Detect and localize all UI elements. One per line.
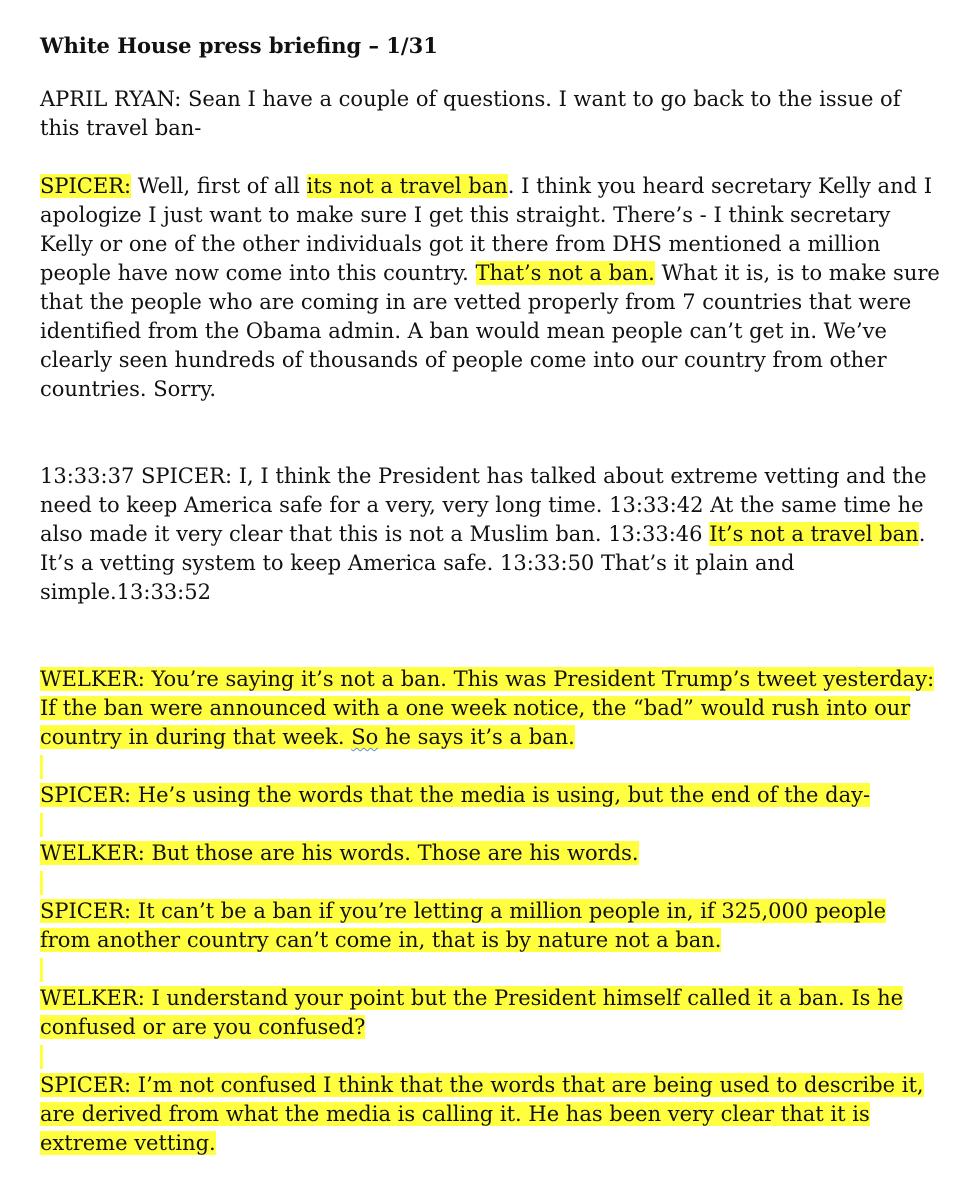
speaker-highlight: SPICER: (40, 174, 132, 198)
highlighted-phrase: its not a travel ban (306, 174, 508, 198)
text-segment: Well, first of all (131, 174, 307, 198)
text-segment: . I think you heard secretary Kelly and I apologize I just want to make sure I get this straight. There’s - I think secretary Kelly or one of the other individuals got it there from DHS mentioned a million people have now come into this country. (40, 174, 933, 285)
paragraph-spicer-3 (40, 897, 940, 955)
highlight-bar (40, 1045, 43, 1069)
highlighted-text: WELKER: I understand your point but the President himself called it a ban. Is he confused or are you confused? (40, 986, 904, 1039)
spellcheck-word: So (351, 725, 379, 749)
highlighted-text: SPICER: I’m not confused I think that the words that are being used to describe it, are derived from what the media is calling it. He has been very clear that it is extreme vetting. (40, 1073, 924, 1155)
text-segment: 13:33:37 SPICER: I, I think the President has talked about extreme vetting and the need to keep America safe for a very, very long time. 13:33:42 At the same time he also made it very clear that this is not a Muslim ban. 13:33:46 (40, 464, 927, 546)
paragraph-welker-1 (40, 665, 940, 752)
highlight-bar (40, 958, 43, 982)
paragraph-april-ryan: APRIL RYAN: Sean I have a couple of questions. I want to go back to the issue of this travel ban- (40, 87, 901, 140)
paragraph-spicer-timestamps (40, 462, 940, 607)
text-segment: What it is, is to make sure that the people who are coming in are vetted properly from 7 countries that were identified from the Obama admin. A ban would mean people can’t get in. We’ve clearly seen hundreds of thousands of people come into our country from other countries. Sorry. (40, 261, 940, 401)
highlighted-text: SPICER: He’s using the words that the media is using, but the end of the day- (40, 783, 871, 807)
highlighted-phrase: That’s not a ban. (475, 261, 655, 285)
paragraph-spicer-4 (40, 1071, 940, 1158)
paragraph-spicer-2 (40, 781, 940, 810)
highlighted-phrase: It’s not a travel ban (709, 522, 919, 546)
highlighted-text: WELKER: But those are his words. Those are his words. (40, 841, 639, 865)
document-title: White House press briefing – 1/31 (40, 33, 438, 58)
highlighted-text: he says it’s a ban. (378, 725, 575, 749)
paragraph-welker-3 (40, 984, 940, 1042)
highlight-bar (40, 871, 43, 895)
paragraph-welker-2 (40, 839, 940, 868)
highlighted-text: WELKER: You’re saying it’s not a ban. This was President Trump’s tweet yesterday: If the ban were announced with a one week notice, the “bad” would rush into our country in during that week. (40, 667, 935, 749)
paragraph-spicer-1 (40, 172, 940, 404)
highlight-bar (40, 813, 43, 837)
highlight-bar (40, 755, 43, 779)
transcript-document (40, 28, 940, 1158)
text-segment: . It’s a vetting system to keep America safe. 13:33:50 That’s it plain and simple.13:33:52 (40, 522, 926, 604)
highlighted-text: SPICER: It can’t be a ban if you’re letting a million people in, if 325,000 people from another country can’t come in, that is by nature not a ban. (40, 899, 887, 952)
